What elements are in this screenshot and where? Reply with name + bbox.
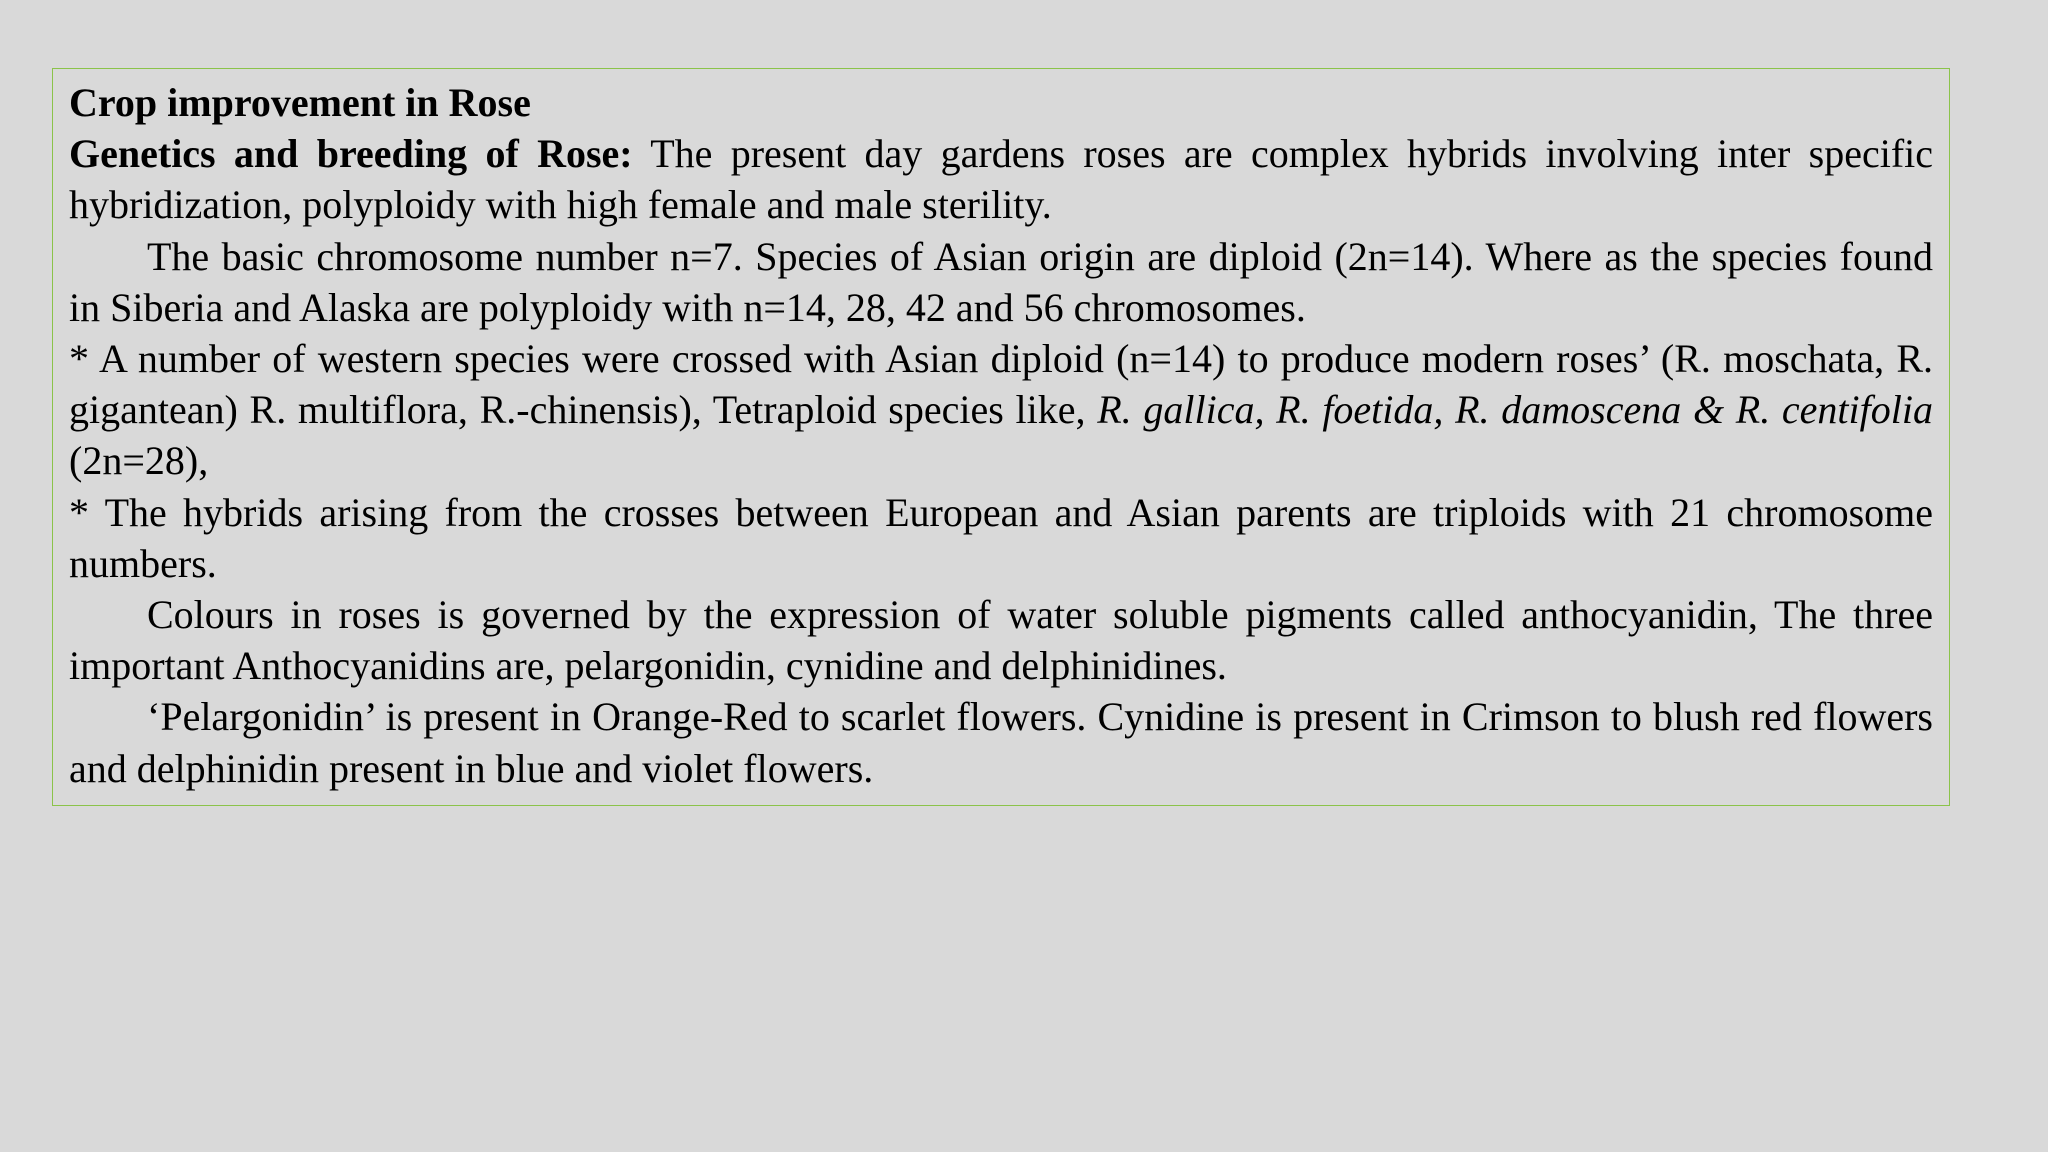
paragraph-body: The present day gardens roses are complex hybrids involving inter specific hybridization, polyploidy with high female and male sterility. (69, 131, 1934, 228)
content-textbox[interactable] (52, 68, 1950, 806)
slide-title: Crop improvement in Rose (69, 80, 531, 125)
paragraph-body: * A number of western species were crossed with Asian diploid (n=14) to produce modern roses’ (R. moschata, R. gigantean) R. multiflora, R.-chinensis), Tetraploid species like, (69, 336, 1933, 433)
paragraph-triploid-hybrids: * The hybrids arising from the crosses between European and Asian parents are triploids with 21 chromosome numbers. (69, 489, 1933, 586)
paragraph-chromosome-number: The basic chromosome number n=7. Species of Asian origin are diploid (2n=14). Where as the species found in Siberia and Alaska are polyploidy with n=14, 28, 42 and 56 chromosomes. (69, 233, 1933, 330)
paragraph-genetics-breeding (69, 128, 1933, 230)
paragraph-colours: Colours in roses is governed by the expression of water soluble pigments called anthocyanidin, The three important Anthocyanidins are, pelargonidin, cynidine and delphinidines. (69, 592, 1933, 689)
paragraph-tail: (2n=28), (69, 438, 209, 484)
paragraph-lead-heading: Genetics and breeding of Rose: (69, 131, 633, 177)
paragraph-pigments: ‘Pelargonidin’ is present in Orange-Red to scarlet flowers. Cynidine is present in Crimson to blush red flowers and delphinidin present in blue and violet flowers. (69, 694, 1933, 791)
species-names-italic: R. gallica, R. foetida, R. damoscena & R. centifolia (1097, 387, 1933, 433)
paragraph-western-species (69, 333, 1933, 487)
